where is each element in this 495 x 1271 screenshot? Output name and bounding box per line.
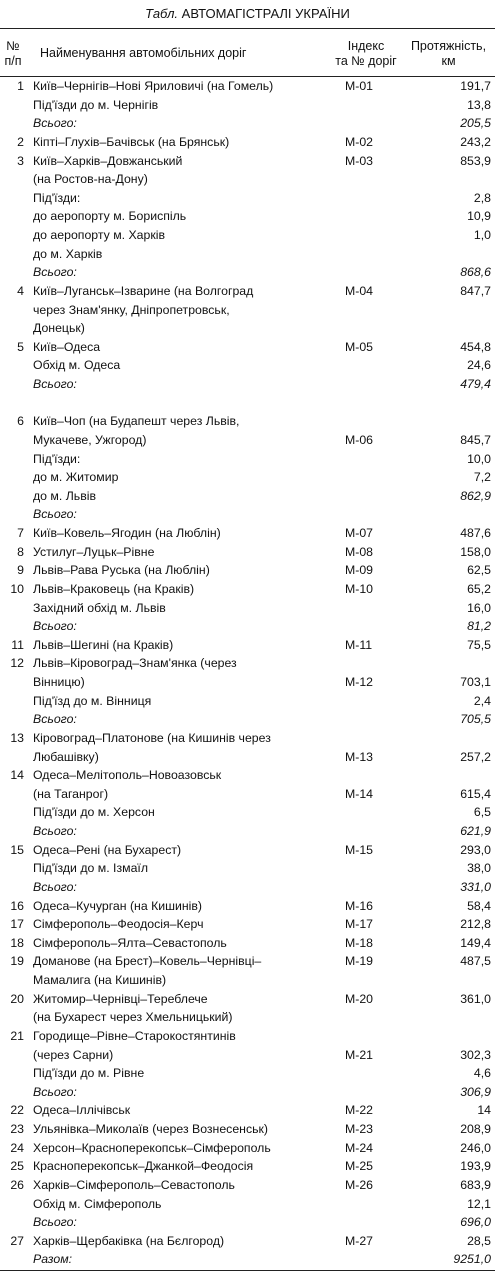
road-name: Доманове (на Брест)–Ковель–Чернівці–: [33, 954, 262, 969]
table-row: [0, 1176, 495, 1195]
road-length: 65,2: [467, 581, 491, 596]
table-row: [0, 934, 495, 953]
road-name: Харків–Сімферополь–Севастополь: [33, 1177, 235, 1192]
road-name: Любашівку): [33, 749, 99, 764]
road-length: 2,8: [473, 190, 491, 205]
road-length: 158,0: [460, 544, 491, 559]
table-row: [0, 990, 495, 1009]
road-name: Кіровоград–Платонове (на Кишинів через: [33, 730, 271, 745]
road-name: Всього:: [33, 619, 77, 634]
road-length: 361,0: [460, 991, 491, 1006]
road-name: Мамалига (на Кишинів): [33, 973, 167, 987]
table-row: [0, 114, 495, 133]
table-row: [0, 170, 495, 189]
road-index: М-10: [345, 581, 374, 596]
road-name: Донецьк): [33, 321, 85, 336]
road-name: Сімферополь–Ялта–Севастополь: [33, 935, 227, 950]
row-number: 22: [10, 1103, 24, 1118]
road-index: М-23: [345, 1122, 374, 1136]
road-length: 193,9: [460, 1159, 491, 1174]
road-name: Одеса–Кучурган (на Кишинів): [33, 898, 203, 913]
table-row: [0, 375, 495, 394]
table-row: [0, 189, 495, 208]
road-name: Під'їзд до м. Вінниця: [33, 693, 152, 708]
row-number: 27: [10, 1233, 24, 1248]
road-name: Вінницю): [33, 675, 85, 689]
header-index: [328, 39, 404, 69]
table-row: [0, 785, 495, 804]
table-row: [0, 1232, 495, 1251]
road-name: Сімферополь–Феодосія–Керч: [33, 917, 204, 932]
road-length: 28,5: [467, 1233, 491, 1248]
road-length: 16,0: [467, 600, 491, 615]
road-name: Одеса–Рені (на Бухарест): [33, 842, 182, 857]
table-row: [0, 766, 495, 785]
row-number: 25: [10, 1159, 24, 1174]
highways-table: [0, 28, 495, 1271]
road-length: 705,5: [460, 712, 491, 727]
row-number: 18: [10, 935, 24, 950]
road-name: Всього:: [33, 1084, 77, 1099]
road-name: Ульянівка–Миколаїв (через Вознесенськ): [33, 1122, 268, 1136]
table-row: [0, 394, 495, 413]
road-name: Всього:: [33, 377, 77, 391]
table-row: [0, 580, 495, 599]
road-name: Устилуг–Луцьк–Рівне: [33, 544, 155, 559]
road-name: Київ–Чернігів–Нові Яриловичі (на Гомель): [33, 79, 274, 93]
road-length: 302,3: [460, 1047, 491, 1062]
road-length: 257,2: [460, 749, 491, 764]
road-name: Всього:: [33, 265, 77, 280]
road-index: М-14: [345, 786, 374, 801]
road-name: (на Таганрог): [33, 786, 109, 801]
road-index: М-19: [345, 954, 374, 969]
road-name: Житомир–Чернівці–Тереблече: [33, 991, 208, 1006]
road-length: 845,7: [460, 432, 491, 447]
road-name: Всього:: [33, 879, 77, 894]
road-length: 9251,0: [453, 1252, 491, 1267]
table-row: [0, 952, 495, 971]
caption-title: АВТОМАГІСТРАЛІ УКРАЇНИ: [181, 6, 350, 21]
header-index-line2: та № доріг: [335, 54, 397, 68]
header-number-line2: п/п: [4, 54, 22, 68]
road-index: М-12: [345, 675, 374, 689]
road-index: М-25: [345, 1159, 374, 1174]
header-number: [0, 39, 26, 69]
road-name: (на Бухарест через Хмельницький): [33, 1010, 233, 1025]
road-length: 868,6: [460, 265, 491, 280]
row-number: 15: [10, 842, 24, 857]
road-length: 703,1: [460, 675, 491, 689]
table-row: [0, 450, 495, 469]
road-length: 62,5: [467, 563, 491, 578]
road-length: 331,0: [460, 879, 491, 894]
road-length: 12,1: [467, 1196, 491, 1211]
row-number: 5: [17, 339, 24, 354]
road-name: Київ–Чоп (на Будапешт через Львів,: [33, 414, 240, 429]
road-name: до м. Харків: [33, 246, 103, 261]
table-row: [0, 207, 495, 226]
road-length: 862,9: [460, 488, 491, 503]
road-name: Всього:: [33, 116, 77, 131]
road-length: 306,9: [460, 1084, 491, 1099]
table-row: [0, 282, 495, 301]
table-row: [0, 412, 495, 431]
road-name: Харків–Щербаківка (на Бєлгород): [33, 1233, 225, 1248]
road-name: Одеса–Мелітополь–Новоазовськ: [33, 768, 222, 783]
road-name: Під'їзди до м. Ізмаїл: [33, 861, 148, 876]
road-name: до аеропорту м. Харків: [33, 228, 165, 242]
road-length: 6,5: [473, 805, 491, 820]
road-length: 81,2: [467, 619, 491, 634]
road-length: 4,6: [473, 1066, 491, 1081]
row-number: 19: [10, 954, 24, 969]
road-name: Львів–Краковець (на Краків): [33, 581, 195, 596]
road-index: М-24: [345, 1140, 374, 1155]
road-length: 683,9: [460, 1177, 491, 1192]
table-row: [0, 636, 495, 655]
table-header: [0, 29, 495, 76]
row-number: 13: [10, 730, 24, 745]
road-name: Кіпті–Глухів–Бачівськ (на Брянськ): [33, 134, 230, 149]
table-row: [0, 1008, 495, 1027]
table-row: [0, 1139, 495, 1158]
row-number: 7: [17, 526, 24, 540]
road-index: М-18: [345, 935, 374, 950]
road-length: 243,2: [460, 134, 491, 149]
row-number: 23: [10, 1122, 24, 1136]
road-name: Львів–Шегині (на Краків): [33, 637, 174, 652]
row-number: 16: [10, 898, 24, 913]
road-length: 10,9: [467, 209, 491, 224]
road-name: до аеропорту м. Бориспіль: [33, 209, 187, 224]
road-length: 149,4: [460, 935, 491, 950]
road-index: М-16: [345, 898, 374, 913]
table-row: [0, 1064, 495, 1083]
road-length: 212,8: [460, 917, 491, 932]
table-row: [0, 96, 495, 115]
table-row: [0, 822, 495, 841]
table-row: [0, 841, 495, 860]
table-row: [0, 226, 495, 245]
road-name: Під'їзди до м. Рівне: [33, 1066, 145, 1081]
road-name: (на Ростов-на-Дону): [33, 172, 148, 187]
table-row: [0, 1250, 495, 1269]
road-name: Разом:: [33, 1252, 73, 1267]
table-row: [0, 319, 495, 338]
road-name: (через Сарни): [33, 1047, 114, 1062]
table-row: [0, 524, 495, 543]
road-name: Західний обхід м. Львів: [33, 600, 166, 615]
table-row: [0, 487, 495, 506]
road-index: М-27: [345, 1233, 374, 1248]
table-row: [0, 859, 495, 878]
table-row: [0, 561, 495, 580]
table-row: [0, 1157, 495, 1176]
header-length-line2: км: [441, 54, 456, 68]
row-number: 1: [17, 79, 24, 93]
road-name: Городище–Рівне–Старокостянтинів: [33, 1028, 236, 1043]
road-index: М-06: [345, 432, 374, 447]
road-name: Львів–Кіровоград–Знам'янка (через: [33, 656, 237, 671]
header-number-line1: №: [6, 39, 20, 53]
road-name: Львів–Рава Руська (на Люблін): [33, 563, 210, 578]
table-row: [0, 1213, 495, 1232]
table-row: [0, 897, 495, 916]
caption-prefix: Табл.: [145, 6, 179, 21]
road-name: Під'їзди:: [33, 190, 81, 205]
road-length: 24,6: [467, 358, 491, 373]
road-index: М-15: [345, 842, 374, 857]
road-index: М-09: [345, 563, 374, 578]
road-length: 38,0: [467, 861, 491, 876]
table-row: [0, 971, 495, 990]
header-index-line1: Індекс: [347, 39, 385, 53]
table-row: [0, 338, 495, 357]
row-number: 26: [10, 1177, 24, 1192]
table-row: [0, 654, 495, 673]
road-length: 293,0: [460, 842, 491, 857]
table-row: [0, 431, 495, 450]
road-name: до м. Житомир: [33, 470, 119, 485]
road-index: М-02: [345, 134, 374, 149]
table-row: [0, 468, 495, 487]
row-number: 8: [17, 544, 24, 559]
road-length: 205,5: [460, 116, 491, 131]
road-length: 847,7: [460, 283, 491, 298]
table-caption: [0, 5, 495, 23]
table-row: [0, 1046, 495, 1065]
road-name: Київ–Одеса: [33, 339, 101, 354]
road-length: 853,9: [460, 153, 491, 168]
table-row: [0, 710, 495, 729]
table-row: [0, 729, 495, 748]
table-row: [0, 599, 495, 618]
road-index: М-04: [345, 283, 374, 298]
road-length: 696,0: [460, 1215, 491, 1230]
table-row: [0, 692, 495, 711]
road-name: Всього:: [33, 507, 77, 522]
road-length: 615,4: [460, 786, 491, 801]
road-name: Красноперекопськ–Джанкой–Феодосія: [33, 1159, 254, 1174]
road-index: М-26: [345, 1177, 374, 1192]
table-row: [0, 263, 495, 282]
row-number: 20: [10, 991, 24, 1006]
road-name: Під'їзди до м. Херсон: [33, 805, 155, 820]
road-name: через Знам'янку, Дніпропетровськ,: [33, 302, 230, 317]
table-row: [0, 915, 495, 934]
row-number: 12: [10, 656, 24, 671]
road-name: до м. Львів: [33, 488, 96, 503]
table-row: [0, 673, 495, 692]
road-length: 487,5: [460, 954, 491, 969]
row-number: 24: [10, 1140, 24, 1155]
road-length: 14: [477, 1103, 491, 1118]
road-length: 621,9: [460, 824, 491, 838]
row-number: 4: [17, 283, 24, 298]
table-row: [0, 1101, 495, 1120]
header-length-line1: Протяжність,: [410, 39, 487, 53]
road-name: Київ–Луганськ–Ізварине (на Волгоград: [33, 283, 254, 298]
road-name: Всього:: [33, 824, 77, 838]
road-name: Київ–Харків–Довжанський: [33, 153, 183, 168]
road-name: Київ–Ковель–Ягодин (на Люблін): [33, 526, 221, 540]
table-row: [0, 301, 495, 320]
road-name: Мукачеве, Ужгород): [33, 432, 147, 447]
road-length: 10,0: [467, 451, 491, 466]
table-row: [0, 1195, 495, 1214]
row-number: 17: [10, 917, 24, 932]
road-index: М-22: [345, 1103, 374, 1118]
road-index: М-13: [345, 749, 374, 764]
table-row: [0, 1027, 495, 1046]
road-name: Обхід м. Одеса: [33, 358, 121, 373]
road-length: 2,4: [473, 693, 491, 708]
table-row: [0, 152, 495, 171]
header-length: [402, 39, 495, 69]
row-number: 14: [10, 768, 24, 783]
road-index: М-01: [345, 79, 374, 93]
road-length: 454,8: [460, 339, 491, 354]
table-row: [0, 617, 495, 636]
road-length: 1,0: [473, 228, 491, 242]
road-index: М-08: [345, 544, 374, 559]
table-row: [0, 1120, 495, 1139]
road-index: М-11: [345, 637, 373, 652]
table-row: [0, 803, 495, 822]
table-row: [0, 356, 495, 375]
row-number: 10: [10, 581, 24, 596]
road-index: М-05: [345, 339, 374, 354]
road-length: 487,6: [460, 526, 491, 540]
table-row: [0, 133, 495, 152]
table-row: [0, 543, 495, 562]
road-index: М-07: [345, 526, 374, 540]
row-number: 3: [17, 153, 24, 168]
road-length: 479,4: [460, 377, 491, 391]
road-length: 75,5: [467, 637, 491, 652]
road-length: 208,9: [460, 1122, 491, 1136]
road-length: 191,7: [460, 79, 491, 93]
header-name: Найменування автомобільних доріг: [40, 46, 247, 60]
table-row: [0, 77, 495, 96]
table-row: [0, 245, 495, 264]
row-number: 21: [10, 1028, 24, 1043]
road-name: Всього:: [33, 712, 77, 727]
road-index: М-20: [345, 991, 374, 1006]
road-length: 58,4: [467, 898, 491, 913]
table-row: [0, 878, 495, 897]
road-length: 246,0: [460, 1140, 491, 1155]
road-name: Херсон–Красноперекопськ–Сімферополь: [33, 1140, 271, 1155]
table-row: [0, 505, 495, 524]
road-index: М-21: [345, 1047, 374, 1062]
road-index: М-17: [345, 917, 374, 932]
table-row: [0, 748, 495, 767]
table-row: [0, 1083, 495, 1102]
row-number: 2: [17, 134, 24, 149]
road-length: 13,8: [467, 97, 491, 112]
road-name: Одеса–Іллічівськ: [33, 1103, 131, 1118]
table-body: [0, 77, 495, 1270]
row-number: 9: [17, 563, 24, 578]
row-number: 6: [17, 414, 24, 429]
road-name: Під'їзди до м. Чернігів: [33, 97, 159, 112]
road-index: М-03: [345, 153, 374, 168]
road-name: Під'їзди:: [33, 451, 81, 466]
road-name: Обхід м. Сімферополь: [33, 1196, 162, 1211]
road-length: 7,2: [473, 470, 491, 485]
row-number: 11: [11, 637, 24, 652]
road-name: Всього:: [33, 1215, 77, 1230]
